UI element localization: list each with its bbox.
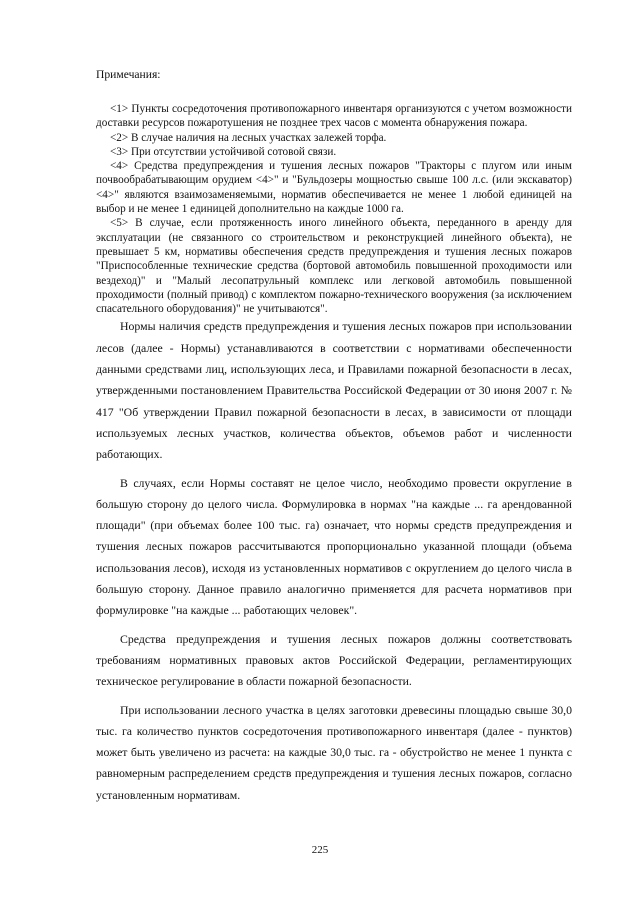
note-2: <2> В случае наличия на лесных участках залежей торфа. <box>110 131 387 144</box>
note-5: <5> В случае, если протяженность иного линейного объекта, переданного в аренду для эксплуатации (не связанного со строительством и реконструкцией линейного объекта), не превышает 5 км, нормативы обеспечения средств предупреждения и тушения лесных пожаров "Приспособленные технические средства (бортовой автомобиль повышенной проходимости или вездеход)" и "Малый лесопатрульный комплекс или легковой автомобиль повышенной проходимости (полный привод) с комплектом пожарно-технического вооружения (за исключением спасательного оборудования)" не учитываются". <box>96 217 572 316</box>
body-text <box>96 316 572 806</box>
document-page <box>96 68 572 806</box>
paragraph-rounding: В случаях, если Нормы составят не целое число, необходимо провести округление в большую сторону до целого числа. Формулировка в нормах "на каждые ... га арендованной площади" (при объемах более 100 тыс. га) означает, что нормы средств предупреждения и тушения лесных пожаров рассчитываются пропорционально указанной площади (объема использования лесов), исходя из установленных нормативов с округлением до целого числа в большую сторону. Данное правило аналогично применяется для расчета нормативов при формулировке "на каждые ... работающих человек". <box>96 475 572 618</box>
note-4: <4> Средства предупреждения и тушения лесных пожаров "Тракторы с плугом или иным почвообрабатывающим орудием <4>" и "Бульдозеры мощностью свыше 100 л.с. (или экскаватор) <4>" являются взаимозаменяемыми, норматив обеспечивается не менее 1 любой единицей на выбор и не менее 1 единицей дополнительно на каждые 1000 га. <box>96 160 572 216</box>
note-3: <3> При отсутствии устойчивой сотовой связи. <box>110 145 337 158</box>
notes-heading: Примечания: <box>96 68 161 81</box>
paragraph-requirements: Средства предупреждения и тушения лесных пожаров должны соответствовать требованиям нормативных правовых актов Российской Федерации, регламентирующих техническое регулирование в области пожарной безопасности. <box>96 631 572 689</box>
paragraph-timber-harvest: При использовании лесного участка в целях заготовки древесины площадью свыше 30,0 тыс. га количество пунктов сосредоточения противопожарного инвентаря (далее - пунктов) может быть увеличено из расчета: на каждые 30,0 тыс. га - обустройство не менее 1 пункта с равномерным распределением средств предупреждения и тушения лесных пожаров, согласно установленным нормативам. <box>96 702 572 802</box>
paragraph-norms: Нормы наличия средств предупреждения и тушения лесных пожаров при использовании лесов (далее - Нормы) устанавливаются в соответствии с нормативами обеспеченности данными средствами лиц, использующих леса, и Правилами пожарной безопасности в лесах, утвержденными постановлением Правительства Российской Федерации от 30 июня 2007 г. № 417 "Об утверждении Правил пожарной безопасности в лесах, в зависимости от площади используемых лесных участков, количества объектов, объемов работ и численности работающих. <box>96 319 572 462</box>
notes-list <box>96 102 572 316</box>
page-number: 225 <box>311 844 329 856</box>
note-1: <1> Пункты сосредоточения противопожарного инвентаря организуются с учетом возможности доставки ресурсов пожаротушения не позднее трех часов с момента обнаружения пожара. <box>96 103 572 130</box>
